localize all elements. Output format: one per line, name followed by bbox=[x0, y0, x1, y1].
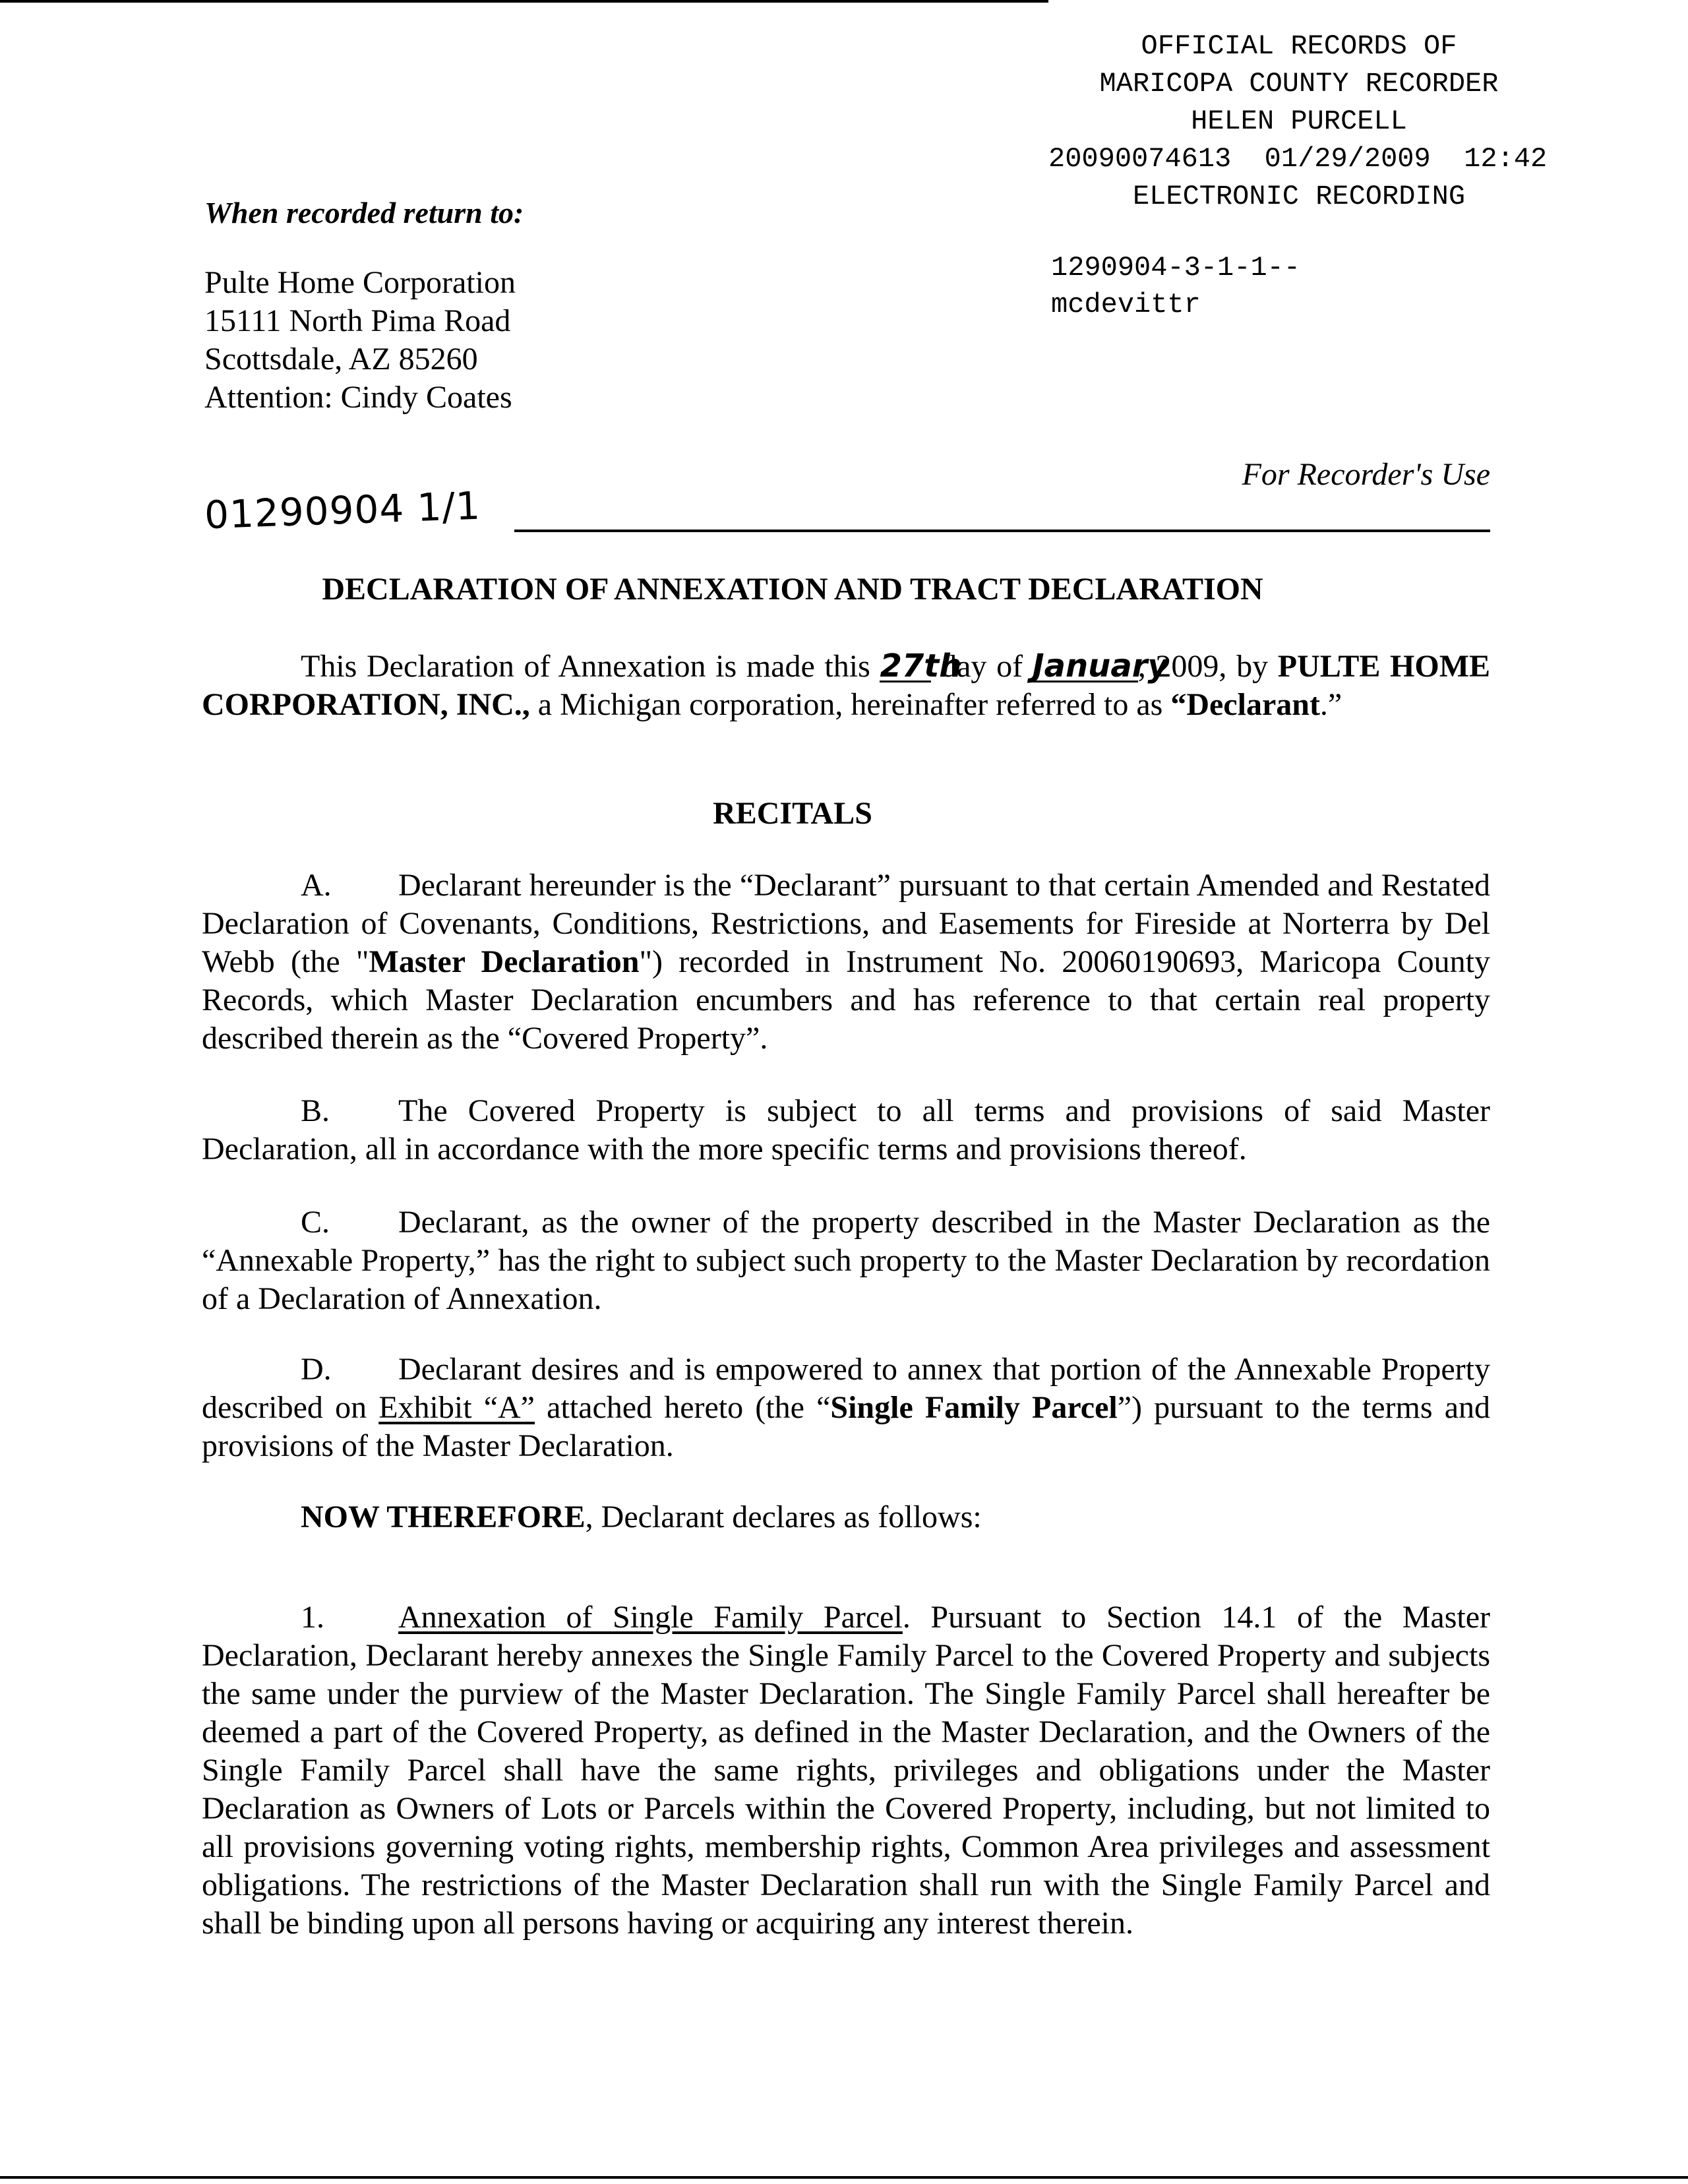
now-therefore-term: NOW THEREFORE bbox=[301, 1500, 586, 1534]
recital-a-letter: A. bbox=[301, 868, 332, 903]
intro-text-1: This Declaration of Annexation is made this bbox=[301, 649, 870, 684]
now-therefore-paragraph bbox=[202, 1498, 1490, 1536]
recitals-heading bbox=[0, 795, 1688, 832]
return-attention: Attention: Cindy Coates bbox=[204, 380, 512, 415]
declarant-term: “Declarant bbox=[1170, 687, 1320, 722]
document-title-text: DECLARATION OF ANNEXATION AND TRACT DECLARATION bbox=[322, 572, 1263, 607]
stamp-line-electronic: ELECTRONIC RECORDING bbox=[1132, 181, 1466, 212]
intro-text-3: , 2009, by bbox=[1137, 649, 1269, 684]
stamp-user: mcdevittr bbox=[1051, 289, 1201, 320]
recorder-use-rule bbox=[514, 530, 1490, 532]
stamp-code-block bbox=[1051, 249, 1300, 323]
document-title bbox=[0, 571, 1688, 607]
recital-b-text: The Covered Property is subject to all terms and provisions of said Master Declaration, all in accordance with the more specific terms and provisions thereof. bbox=[202, 1093, 1490, 1167]
bottom-border-rule bbox=[0, 2176, 1688, 2179]
recital-c bbox=[202, 1203, 1490, 1318]
recital-a-text-1: Declarant hereunder is the “Declarant” pursuant to that certain Amended and Restated Declaration of Covenants, Conditions, Restrictions, and Easements for Fireside at Norterra by Del Webb (the " bbox=[202, 868, 1490, 979]
recitals-heading-text: RECITALS bbox=[713, 796, 872, 831]
top-border-rule bbox=[0, 0, 1048, 3]
handwritten-document-number: 01290904 1/1 bbox=[203, 483, 482, 538]
single-family-parcel-term: Single Family Parcel bbox=[830, 1390, 1118, 1425]
recorders-use-label: For Recorder's Use bbox=[1242, 457, 1490, 492]
return-to-heading: When recorded return to: bbox=[204, 196, 524, 229]
return-street: 15111 North Pima Road bbox=[204, 303, 511, 338]
return-city: Scottsdale, AZ 85260 bbox=[204, 342, 478, 377]
recital-c-text: Declarant, as the owner of the property described in the Master Declaration as the “Annexable Property,” has the right to subject such property to the Master Declaration by recordation of a Declaration of Annexation. bbox=[202, 1205, 1490, 1316]
recital-d-letter: D. bbox=[301, 1352, 332, 1387]
intro-text-5: .” bbox=[1319, 687, 1342, 722]
now-therefore-text: , Declarant declares as follows: bbox=[585, 1500, 982, 1534]
recital-a bbox=[202, 866, 1490, 1058]
recital-d bbox=[202, 1350, 1490, 1465]
intro-text-2: day of bbox=[941, 649, 1023, 684]
handwritten-month: January bbox=[1032, 648, 1168, 684]
exhibit-a-reference: Exhibit “A” bbox=[378, 1390, 535, 1425]
return-address bbox=[204, 264, 516, 417]
section-1-number: 1. bbox=[301, 1600, 324, 1635]
stamp-line-official: OFFICIAL RECORDS OF bbox=[1141, 30, 1457, 62]
recording-time: 12:42 bbox=[1464, 143, 1548, 175]
recital-b bbox=[202, 1092, 1490, 1168]
recording-date: 01/29/2009 bbox=[1264, 143, 1431, 175]
company-name: PULTE HOME CORPORATION, INC., bbox=[202, 649, 1491, 722]
recital-b-letter: B. bbox=[301, 1093, 330, 1128]
intro-paragraph bbox=[202, 648, 1490, 724]
recital-c-letter: C. bbox=[301, 1205, 330, 1240]
handwritten-day: 27th bbox=[880, 648, 962, 684]
recital-d-text-2: attached hereto (the “ bbox=[547, 1390, 831, 1425]
stamp-line-recorder-name: HELEN PURCELL bbox=[1191, 106, 1407, 137]
recording-stamp bbox=[1048, 28, 1642, 216]
recital-d-text-3: ”) pursuant to the terms and provisions of the Master Declaration. bbox=[202, 1390, 1491, 1463]
intro-text-4: a Michigan corporation, hereinafter referred to as bbox=[537, 687, 1163, 722]
section-1 bbox=[202, 1598, 1490, 1943]
recital-a-text-2: ") recorded in Instrument No. 20060190693, Maricopa County Records, which Master Declaration encumbers and has reference to that certain real property described therein as the “Covered Property”. bbox=[202, 944, 1491, 1056]
stamp-line-instrument bbox=[1048, 140, 1642, 178]
stamp-line-county: MARICOPA COUNTY RECORDER bbox=[1099, 68, 1499, 100]
master-declaration-term: Master Declaration bbox=[369, 944, 640, 979]
section-1-text: . Pursuant to Section 14.1 of the Master Declaration, Declarant hereby annexes the Single Family Parcel to the Covered Property and subjects the same under the purview of the Master Declaration. The Single Family Parcel shall hereafter be deemed a part of the Covered Property, as defined in the Master Declaration, and the Owners of the Single Family Parcel shall have the same rights, privileges and obligations under the Master Declaration as Owners of Lots or Parcels within the Covered Property, including, but not limited to all provisions governing voting rights, membership rights, Common Area privileges and assessment obligations. The restrictions of the Master Declaration shall run with the Single Family Parcel and shall be binding upon all persons having or acquiring any interest therein. bbox=[202, 1600, 1490, 1941]
section-1-heading: Annexation of Single Family Parcel bbox=[398, 1600, 903, 1635]
return-company: Pulte Home Corporation bbox=[204, 265, 516, 300]
stamp-code: 1290904-3-1-1-- bbox=[1051, 252, 1301, 284]
recital-d-text-1: Declarant desires and is empowered to annex that portion of the Annexable Property described on bbox=[202, 1352, 1490, 1425]
instrument-number: 20090074613 bbox=[1048, 143, 1232, 175]
